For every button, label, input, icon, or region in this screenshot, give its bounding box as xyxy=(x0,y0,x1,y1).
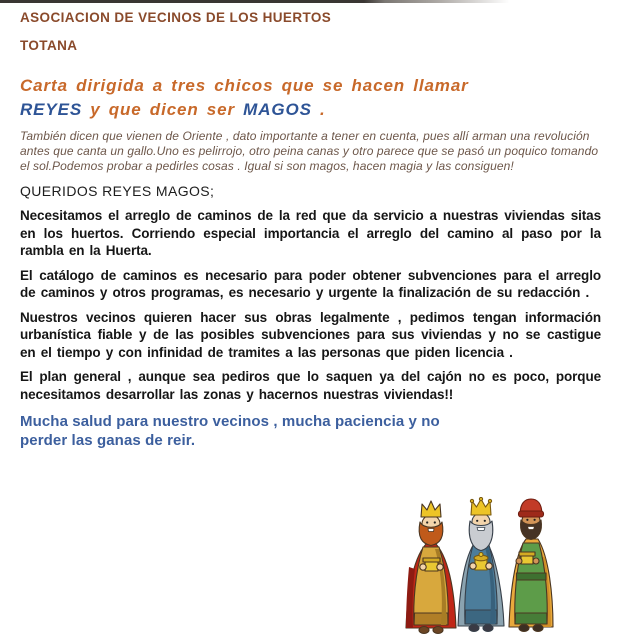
org-city: TOTANA xyxy=(20,38,78,53)
title-period: . xyxy=(311,100,326,119)
org-name: ASOCIACION DE VECINOS DE LOS HUERTOS xyxy=(20,10,332,25)
paragraph-catalog: El catálogo de caminos es necesario para poder obtener subvenciones para el arreglo de caminos y otros programas, es necesario y urgente la finalización de su redacción . xyxy=(20,267,601,300)
paragraph-plan: El plan general , aunque sea pediros que lo saquen ya del cajón no es poco, porque necesitamos desarrollar las zonas y hacernos nuestras viviendas!! xyxy=(20,369,601,402)
paragraph-urbanism: Nuestros vecinos quieren hacer sus obras legalmente , pedimos tengan información urbanística fiable y de las posibles subvenciones para sus viviendas y no se castigue en el tiempo y con infinidad de tramites a las personas que piden licencia . xyxy=(20,309,601,360)
title-word-reyes: REYES xyxy=(20,100,83,119)
king-melchior xyxy=(458,497,504,631)
closing-line-2: perder las ganas de reir. xyxy=(20,432,196,449)
intro-paragraph: También dicen que vienen de Oriente , dato importante a tener en cuenta, pues allí arman una revolución antes que canta un gallo.Uno es pelirrojo, otro peina canas y otro parece que se pasó un poquico tomando el sol.Podemos probar a pedirles cosas . Igual si son magos, hacen magia y las consiguen! xyxy=(20,129,599,173)
letter-title xyxy=(20,74,601,122)
closing-line-1: Mucha salud para nuestro vecinos , mucha paciencia y no xyxy=(20,413,440,430)
title-line-1: Carta dirigida a tres chicos que se hacen llamar xyxy=(20,76,469,95)
letter-content xyxy=(20,10,601,450)
king-balthasar xyxy=(509,499,553,632)
title-line-2 xyxy=(20,98,601,122)
king-caspar xyxy=(406,501,456,634)
title-middle-text: y que dicen ser xyxy=(82,100,244,119)
three-kings-illustration xyxy=(397,497,565,640)
salutation-line: QUERIDOS REYES MAGOS; xyxy=(20,183,215,199)
title-word-magos: MAGOS xyxy=(243,100,312,119)
scan-edge-artifact xyxy=(0,0,520,3)
paragraph-roads: Necesitamos el arreglo de caminos de la red que da servicio a nuestras viviendas sitas en los huertos. Corriendo especial importancia el arreglo del camino al paso por la rambla en la Huerta. xyxy=(20,208,601,258)
closing-paragraph xyxy=(20,412,601,450)
